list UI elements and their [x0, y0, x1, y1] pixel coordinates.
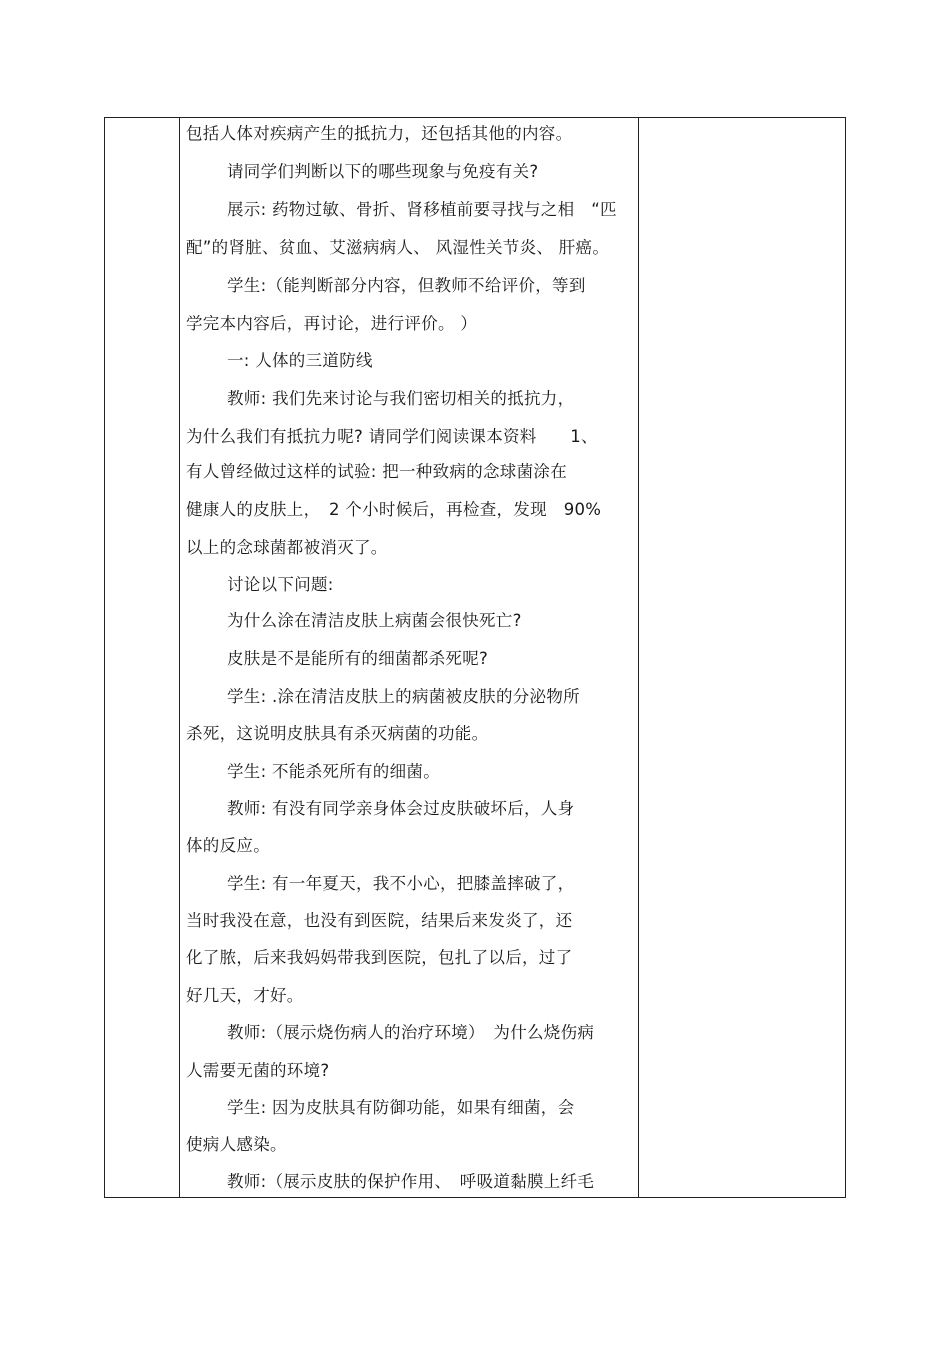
text-line: 教师:（展示皮肤的保护作用、 呼吸道黏膜上纤毛	[227, 1172, 595, 1191]
section-heading: 一: 人体的三道防线	[227, 351, 373, 370]
text-line: 学生: .涂在清洁皮肤上的病菌被皮肤的分泌物所	[227, 687, 580, 706]
column-divider-left	[179, 118, 180, 1197]
text-line: 好几天，才好。	[186, 986, 304, 1005]
text-line: 学生: 因为皮肤具有防御功能，如果有细菌，会	[227, 1098, 575, 1117]
text-line: 请同学们判断以下的哪些现象与免疫有关?	[227, 162, 539, 181]
text-line: 讨论以下问题:	[227, 575, 334, 594]
text-line: 学生: 不能杀死所有的细菌。	[227, 762, 441, 781]
text-line: 学生:（能判断部分内容，但教师不给评价，等到	[227, 276, 586, 295]
text-line: 使病人感染。	[186, 1135, 287, 1154]
text-line: 展示: 药物过敏、骨折、肾移植前要寻找与之相 “匹	[227, 200, 617, 219]
text-line: 人需要无菌的环境?	[186, 1061, 330, 1080]
text-line: 学生: 有一年夏天，我不小心，把膝盖摔破了，	[227, 874, 575, 893]
text-line: 皮肤是不是能所有的细菌都杀死呢?	[227, 649, 489, 668]
text-line: 学完本内容后，再讨论，进行评价。 ）	[186, 314, 478, 333]
text-line: 化了脓，后来我妈妈带我到医院，包扎了以后，过了	[186, 948, 573, 967]
column-divider-right	[638, 118, 639, 1197]
text-line: 教师: 有没有同学亲身体会过皮肤破坏后，人身	[227, 799, 575, 818]
text-line: 教师: 我们先来讨论与我们密切相关的抵抗力，	[227, 389, 575, 408]
text-line: 健康人的皮肤上， 2 个小时候后，再检查，发现 90%	[186, 500, 602, 519]
text-line: 包括人体对疾病产生的抵抗力，还包括其他的内容。	[186, 124, 573, 143]
text-line: 配”的肾脏、贫血、艾滋病病人、 风湿性关节炎、 肝癌。	[186, 238, 610, 257]
text-line: 杀死，这说明皮肤具有杀灭病菌的功能。	[186, 724, 489, 743]
text-line: 为什么涂在清洁皮肤上病菌会很快死亡?	[227, 611, 522, 630]
text-line: 以上的念球菌都被消灭了。	[186, 538, 388, 557]
text-line: 教师:（展示烧伤病人的治疗环境） 为什么烧伤病	[227, 1023, 595, 1042]
text-line: 当时我没在意，也没有到医院，结果后来发炎了，还	[186, 911, 573, 930]
text-line: 有人曾经做过这样的试验: 把一种致病的念球菌涂在	[186, 462, 568, 481]
text-line: 体的反应。	[186, 836, 270, 855]
text-line: 为什么我们有抵抗力呢? 请同学们阅读课本资料 1、	[186, 427, 598, 446]
